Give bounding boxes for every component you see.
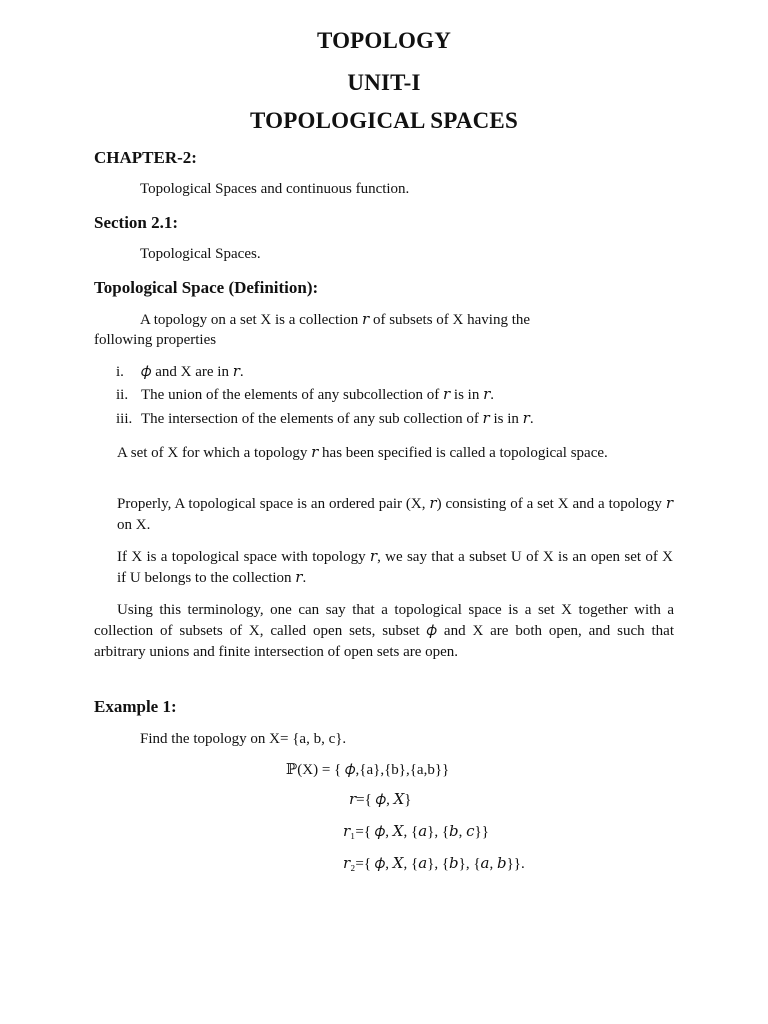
- definition-intro-line2: following properties: [94, 332, 217, 348]
- paragraph-open-set: If X is a topological space with topology 𝑟, we say that a subset U of X is an open set of X if U belongs to the collection 𝑟.: [117, 549, 673, 586]
- topology-r1-line: 𝑟₁={ 𝜙, 𝑋, {𝑎}, {𝑏, 𝑐}}: [343, 824, 489, 840]
- paragraph-terminology: Using this terminology, one can say that a topological space is a set X together with a collection of subsets of X, called open sets, subset 𝜙 and X are both open, and such that arbitrary unions and finite intersection of open sets are open.: [94, 602, 674, 660]
- section-label: Section 2.1:: [94, 213, 179, 232]
- property-text-1: 𝜙 and X are in 𝑟.: [141, 364, 244, 380]
- property-marker-2: ii.: [116, 387, 129, 403]
- definition-intro-line1: A topology on a set X is a collection 𝑟 of subsets of X having the: [140, 312, 531, 328]
- section-description: Topological Spaces.: [140, 246, 261, 262]
- property-text-2: The union of the elements of any subcollection of 𝑟 is in 𝑟.: [141, 387, 495, 403]
- property-marker-1: i.: [116, 364, 124, 380]
- paragraph-ordered-pair: Properly, A topological space is an ordered pair (X, 𝑟) consisting of a set X and a topology 𝑟 on X.: [117, 496, 673, 533]
- definition-heading: Topological Space (Definition):: [94, 278, 319, 297]
- section-main-title: TOPOLOGICAL SPACES: [250, 108, 518, 133]
- property-marker-3: iii.: [116, 411, 133, 427]
- example-prompt: Find the topology on X= {a, b, c}.: [140, 731, 347, 747]
- unit-title: UNIT-I: [347, 70, 421, 95]
- document-title: TOPOLOGY: [316, 28, 452, 53]
- chapter-description: Topological Spaces and continuous function.: [140, 181, 410, 197]
- power-set-line: ℙ(X) = { 𝜙,{a},{b},{a,b}}: [286, 762, 450, 778]
- paragraph-topological-space: A set of X for which a topology 𝑟 has been specified is called a topological space.: [117, 445, 608, 461]
- property-text-3: The intersection of the elements of any sub collection of 𝑟 is in 𝑟.: [141, 411, 534, 427]
- topology-r2-line: 𝑟₂={ 𝜙, 𝑋, {𝑎}, {𝑏}, {𝑎, 𝑏}}.: [343, 856, 525, 872]
- chapter-label: CHAPTER-2:: [94, 148, 197, 167]
- topology-trivial-line: 𝑟={ 𝜙, 𝑋}: [349, 792, 412, 808]
- example-heading: Example 1:: [94, 697, 177, 716]
